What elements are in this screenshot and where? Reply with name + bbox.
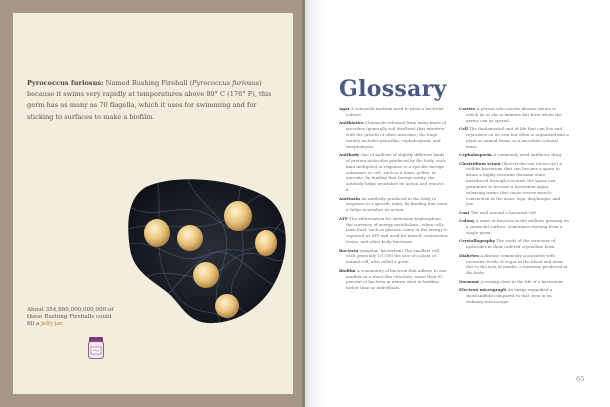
glossary-term: Cephalosporin: [459, 152, 492, 158]
glossary-definition: A semisolid medium used to grow a bacterial culture.: [346, 106, 444, 117]
glossary-entry: [339, 152, 449, 193]
glossary-definition: The study of the structure of molecules in their ordered crystalline form.: [466, 238, 556, 250]
glossary-entry: [339, 268, 449, 291]
intro-term: Pyrococcus furiosus:: [27, 79, 104, 87]
glossary-entry: [339, 248, 449, 266]
glossary-term: Dormant: [459, 278, 480, 284]
intro-text-before: Named Rushing Fireball (: [103, 79, 193, 87]
glossary-entry: [459, 161, 569, 208]
glossary-term: Antibody: [339, 152, 360, 158]
glossary-definition: Chemicals released from many kinds of microbes (generally soil dwellers) that interfere with the growth of other microbes; the huge variety includes penicillin, cephalosporin, and streptomycin.: [346, 120, 447, 149]
microbe-photo: [126, 175, 288, 325]
glossary-entry: [459, 210, 569, 216]
glossary-entry: [459, 279, 569, 285]
glossary-term: Agar: [339, 106, 350, 111]
glossary-term: Biofilm: [339, 267, 356, 273]
glossary-definition: (klos-tri-dee-um tet-an-eye) A rodlike bacterium that can become a spore to attain a highly resistant dormant state; introduced through a wound, the spore can germinate to become a bacterium again, releasing toxins that cause severe muscle contraction in the arms, legs, diaphragm, and jaw.: [466, 160, 563, 207]
glossary-entry: [339, 196, 449, 214]
glossary-term: Clostridium tetani: [459, 160, 501, 166]
glossary-term: Coat: [459, 209, 470, 215]
glossary-term: Antibiotics: [339, 120, 364, 126]
glossary-definition: A commonly used antibiotic drug.: [493, 152, 563, 158]
glossary-entry: [459, 106, 569, 124]
glossary-entry: [459, 238, 569, 250]
glossary-definition: The wall around a bacterial cell.: [470, 209, 538, 215]
glossary-entry: [459, 126, 569, 149]
intro-paragraph: [27, 78, 283, 123]
glossary-definition: (singular: bacterium) The smallest cell, each generally 1/1,000 the size of a plant or animal cell; also called a germ.: [346, 247, 441, 265]
intro-italic-name: Pyrococcus furiosus: [192, 79, 260, 87]
glossary-definition: A resting state in the life of a bacterium.: [480, 278, 564, 284]
glossary-entry: [459, 253, 569, 276]
glossary-term: Crystallography: [459, 238, 495, 244]
glossary-title: Glossary: [339, 76, 447, 102]
glossary-term: ATP: [339, 215, 348, 221]
glossary-definition: A mass of bacteria in the millions growing on a semisolid surface, sometimes starting from a single germ.: [466, 218, 569, 235]
jar-note-text: About 354,880,000,000,000 of these Rushing Fireballs could fill a: [27, 307, 114, 328]
glossary-column-1: [339, 106, 449, 294]
glossary-definition: The fundamental unit of life that can live and reproduce on its own but often is organized into a plant or animal tissue or a microbial colonial mass.: [466, 126, 569, 149]
glossary-definition: One of millions of slightly different kinds of protein molecules produced by the body, each kind multiplied in response to a specific foreign substance or cell, such as a toxin, pollen, or microbe; by binding that foreign entity, the antibody helps neutralize its action and remove it.: [346, 152, 446, 193]
glossary-term: Electron micrograph: [459, 287, 507, 293]
glossary-definition: A disease commonly associated with excessive levels of sugar in the blood and urine due to the lack of insulin, a hormone produced in the body.: [466, 252, 568, 276]
glossary-entry: [459, 218, 569, 236]
glossary-term: Carrier: [459, 106, 476, 111]
glossary-entry: [459, 152, 569, 158]
glossary-definition: A person who carries disease germs to which he or she is immune but from whom the germs can be spread.: [466, 106, 562, 123]
jar-note: [27, 307, 117, 329]
glossary-term: Bacteria: [339, 247, 359, 253]
glossary-entry: [339, 216, 449, 245]
glossary-term: Antitoxin: [339, 195, 360, 201]
glossary-term: Colony: [459, 218, 475, 224]
intro-text-after: ) because it swims very rapidly at temperatures above 80° C (176° F), this germ has as many as 70 flagella, which it uses for swimming and for sticking to surfaces to make a biofilm.: [27, 79, 272, 121]
glossary-definition: The abbreviation for adenosine triphosphate, the currency of energy metabolism—when cells burn food, such as glucose, some of the energy is captured as ATP and used for muscle contraction, vision, and other body functions.: [346, 215, 449, 245]
jar-link: jelly jar.: [41, 321, 64, 328]
glossary-entry: [339, 120, 449, 149]
page-number: 65: [576, 375, 585, 383]
glossary-term: Diabetes: [459, 252, 479, 258]
glossary-column-2: [459, 106, 569, 307]
glossary-definition: An antibody produced in the body in response to a specific toxin, by binding that toxin, it helps neutralize its action.: [346, 195, 449, 213]
glossary-entry: [339, 106, 449, 118]
page-gutter-shadow: [302, 0, 326, 407]
glossary-entry: [459, 287, 569, 305]
glossary-definition: A community of bacteria that adhere to one another in a sheet-like structure; more than 90 percent of bacteria in nature exist in biofilms rather than as individuals.: [346, 267, 447, 291]
jelly-jar-icon: [87, 336, 105, 360]
glossary-definition: An image magnified a thousandfold compared to that seen in an ordinary microscope.: [466, 287, 553, 304]
glossary-term: Cell: [459, 126, 468, 132]
